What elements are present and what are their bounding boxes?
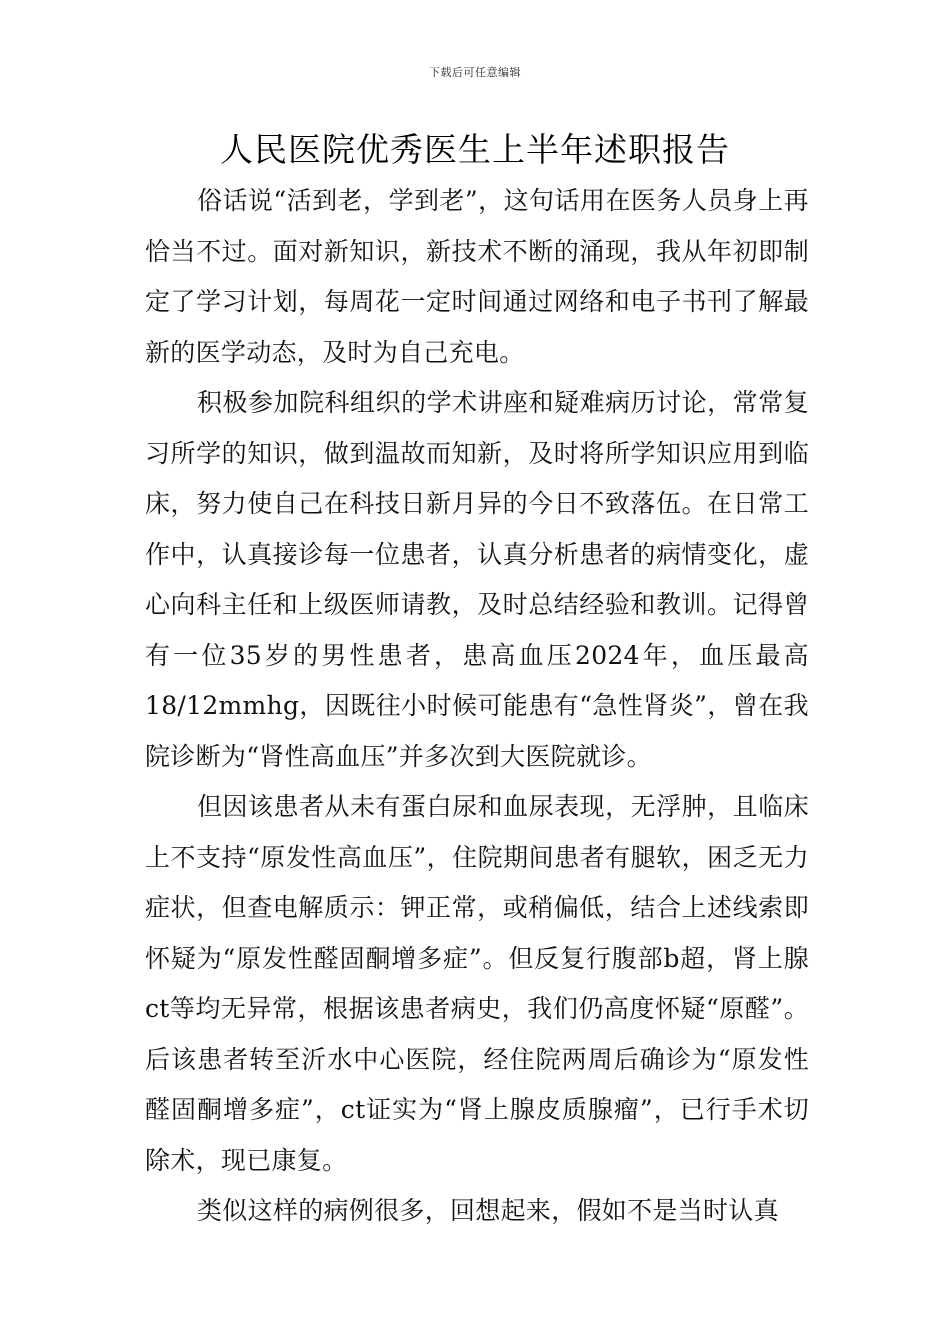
page-title: 人民医院优秀医生上半年述职报告 [220,130,730,169]
header-note: 下载后可任意编辑 [429,66,521,79]
paragraph-2: 积极参加院科组织的学术讲座和疑难病历讨论，常常复习所学的知识，做到温故而知新，及时将所学知识应用到临床，努力使自己在科技日新月异的今日不致落伍。在日常工作中，认真接诊每一位患者，认真分析患者的病情变化，虚心向科主任和上级医师请教，及时总结经验和教训。记得曾有一位35岁的男性患者，患高血压2024年，血压最高18/12mmhg，因既往小时候可能患有“急性肾炎”，曾在我院诊断为“肾性高血压”并多次到大医院就诊。 [145,388,809,771]
paragraph-1: 俗话说“活到老，学到老”，这句话用在医务人员身上再恰当不过。面对新知识，新技术不断的涌现，我从年初即制定了学习计划，每周花一定时间通过网络和电子书刊了解最新的医学动态，及时为自己充电。 [145,186,809,367]
document-body [145,176,809,1237]
paragraph-3: 但因该患者从未有蛋白尿和血尿表现，无浮肿，且临床上不支持“原发性高血压”，住院期间患者有腿软，困乏无力症状，但查电解质示：钾正常，或稍偏低，结合上述线索即怀疑为“原发性醛固酮增多症”。但反复行腹部b超，肾上腺ct等均无异常，根据该患者病史，我们仍高度怀疑“原醛”。后该患者转至沂水中心医院，经住院两周后确诊为“原发性醛固酮增多症”，ct证实为“肾上腺皮质腺瘤”，已行手术切除术，现已康复。 [145,792,809,1175]
paragraph-4: 类似这样的病例很多，回想起来，假如不是当时认真 [197,1196,779,1225]
